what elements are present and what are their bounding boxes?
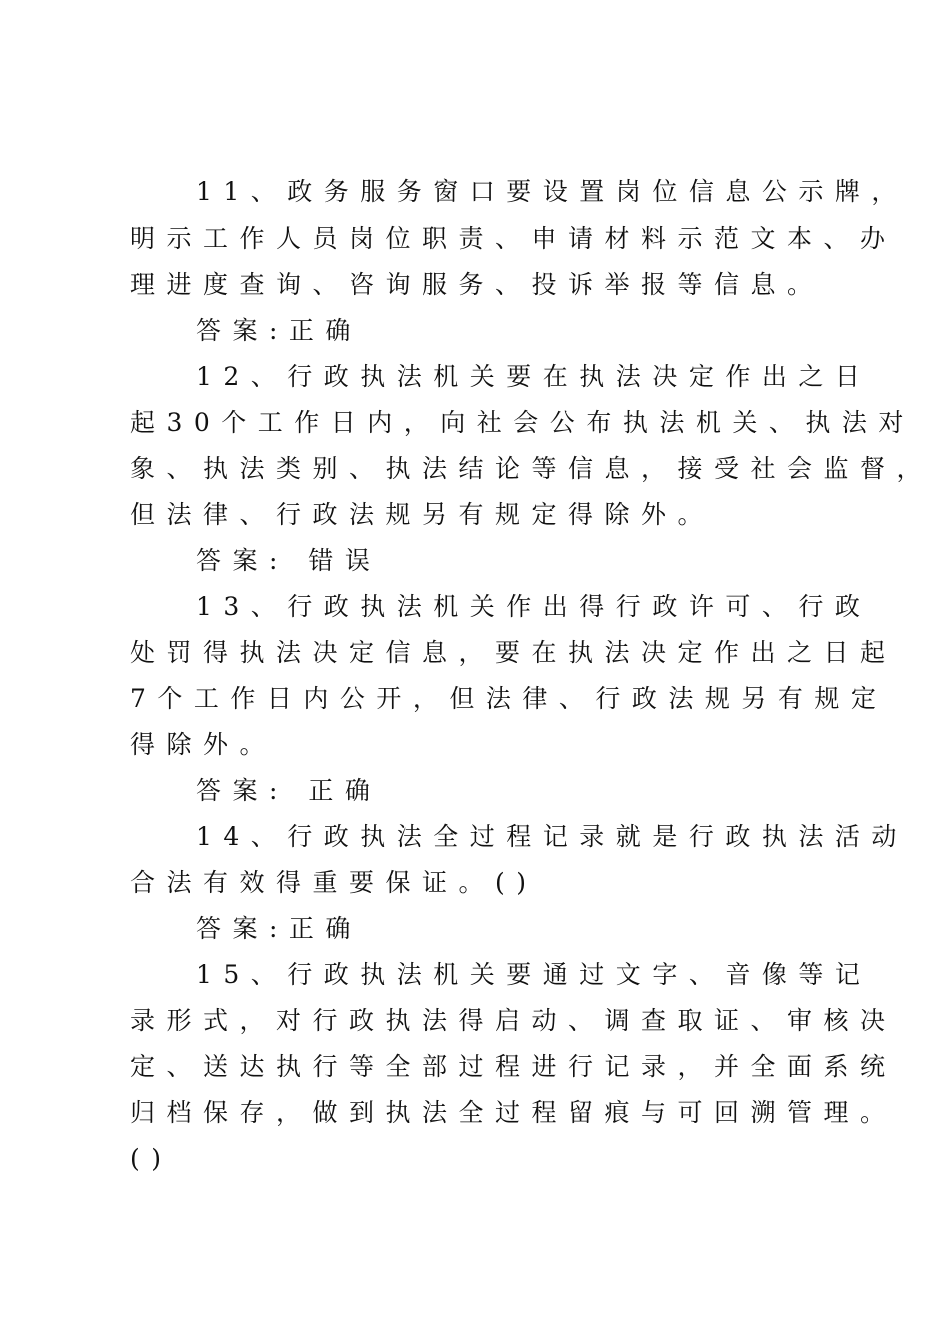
question-12-line-2: 起30个工作日内，向社会公布执法机关、执法对 <box>130 408 915 437</box>
question-13-line-1: 13、行政执法机关作出得行政许可、行政 <box>196 592 872 621</box>
question-11-line-3: 理进度查询、咨询服务、投诉举报等信息。 <box>130 270 824 299</box>
question-13-line-4: 得除外。 <box>130 730 277 759</box>
question-15-line-5: () <box>130 1144 173 1173</box>
question-15-line-4: 归档保存，做到执法全过程留痕与可回溯管理。 <box>130 1098 897 1127</box>
question-11-line-2: 明示工作人员岗位职责、申请材料示范文本、办 <box>130 224 897 253</box>
answer-14: 答案:正确 <box>196 914 362 943</box>
question-15-line-2: 录形式，对行政执法得启动、调查取证、审核决 <box>130 1006 897 1035</box>
answer-12: 答案: 错误 <box>196 546 382 575</box>
question-12-line-4: 但法律、行政法规另有规定得除外。 <box>130 500 715 529</box>
question-12-line-1: 12、行政执法机关要在执法决定作出之日 <box>196 362 872 391</box>
answer-13: 答案: 正确 <box>196 776 382 805</box>
question-13-line-2: 处罚得执法决定信息，要在执法决定作出之日起 <box>130 638 897 667</box>
question-13-line-3: 7个工作日内公开，但法律、行政法规另有规定 <box>130 684 888 713</box>
question-14-line-1: 14、行政执法全过程记录就是行政执法活动 <box>196 822 908 851</box>
answer-11: 答案:正确 <box>196 316 362 345</box>
question-15-line-1: 15、行政执法机关要通过文字、音像等记 <box>196 960 872 989</box>
question-11-line-1: 11、政务服务窗口要设置岗位信息公示牌， <box>196 177 908 206</box>
question-14-line-2: 合法有效得重要保证。() <box>130 868 538 897</box>
question-12-line-3: 象、执法类别、执法结论等信息，接受社会监督， <box>130 454 934 483</box>
question-15-line-3: 定、送达执行等全部过程进行记录，并全面系统 <box>130 1052 897 1081</box>
